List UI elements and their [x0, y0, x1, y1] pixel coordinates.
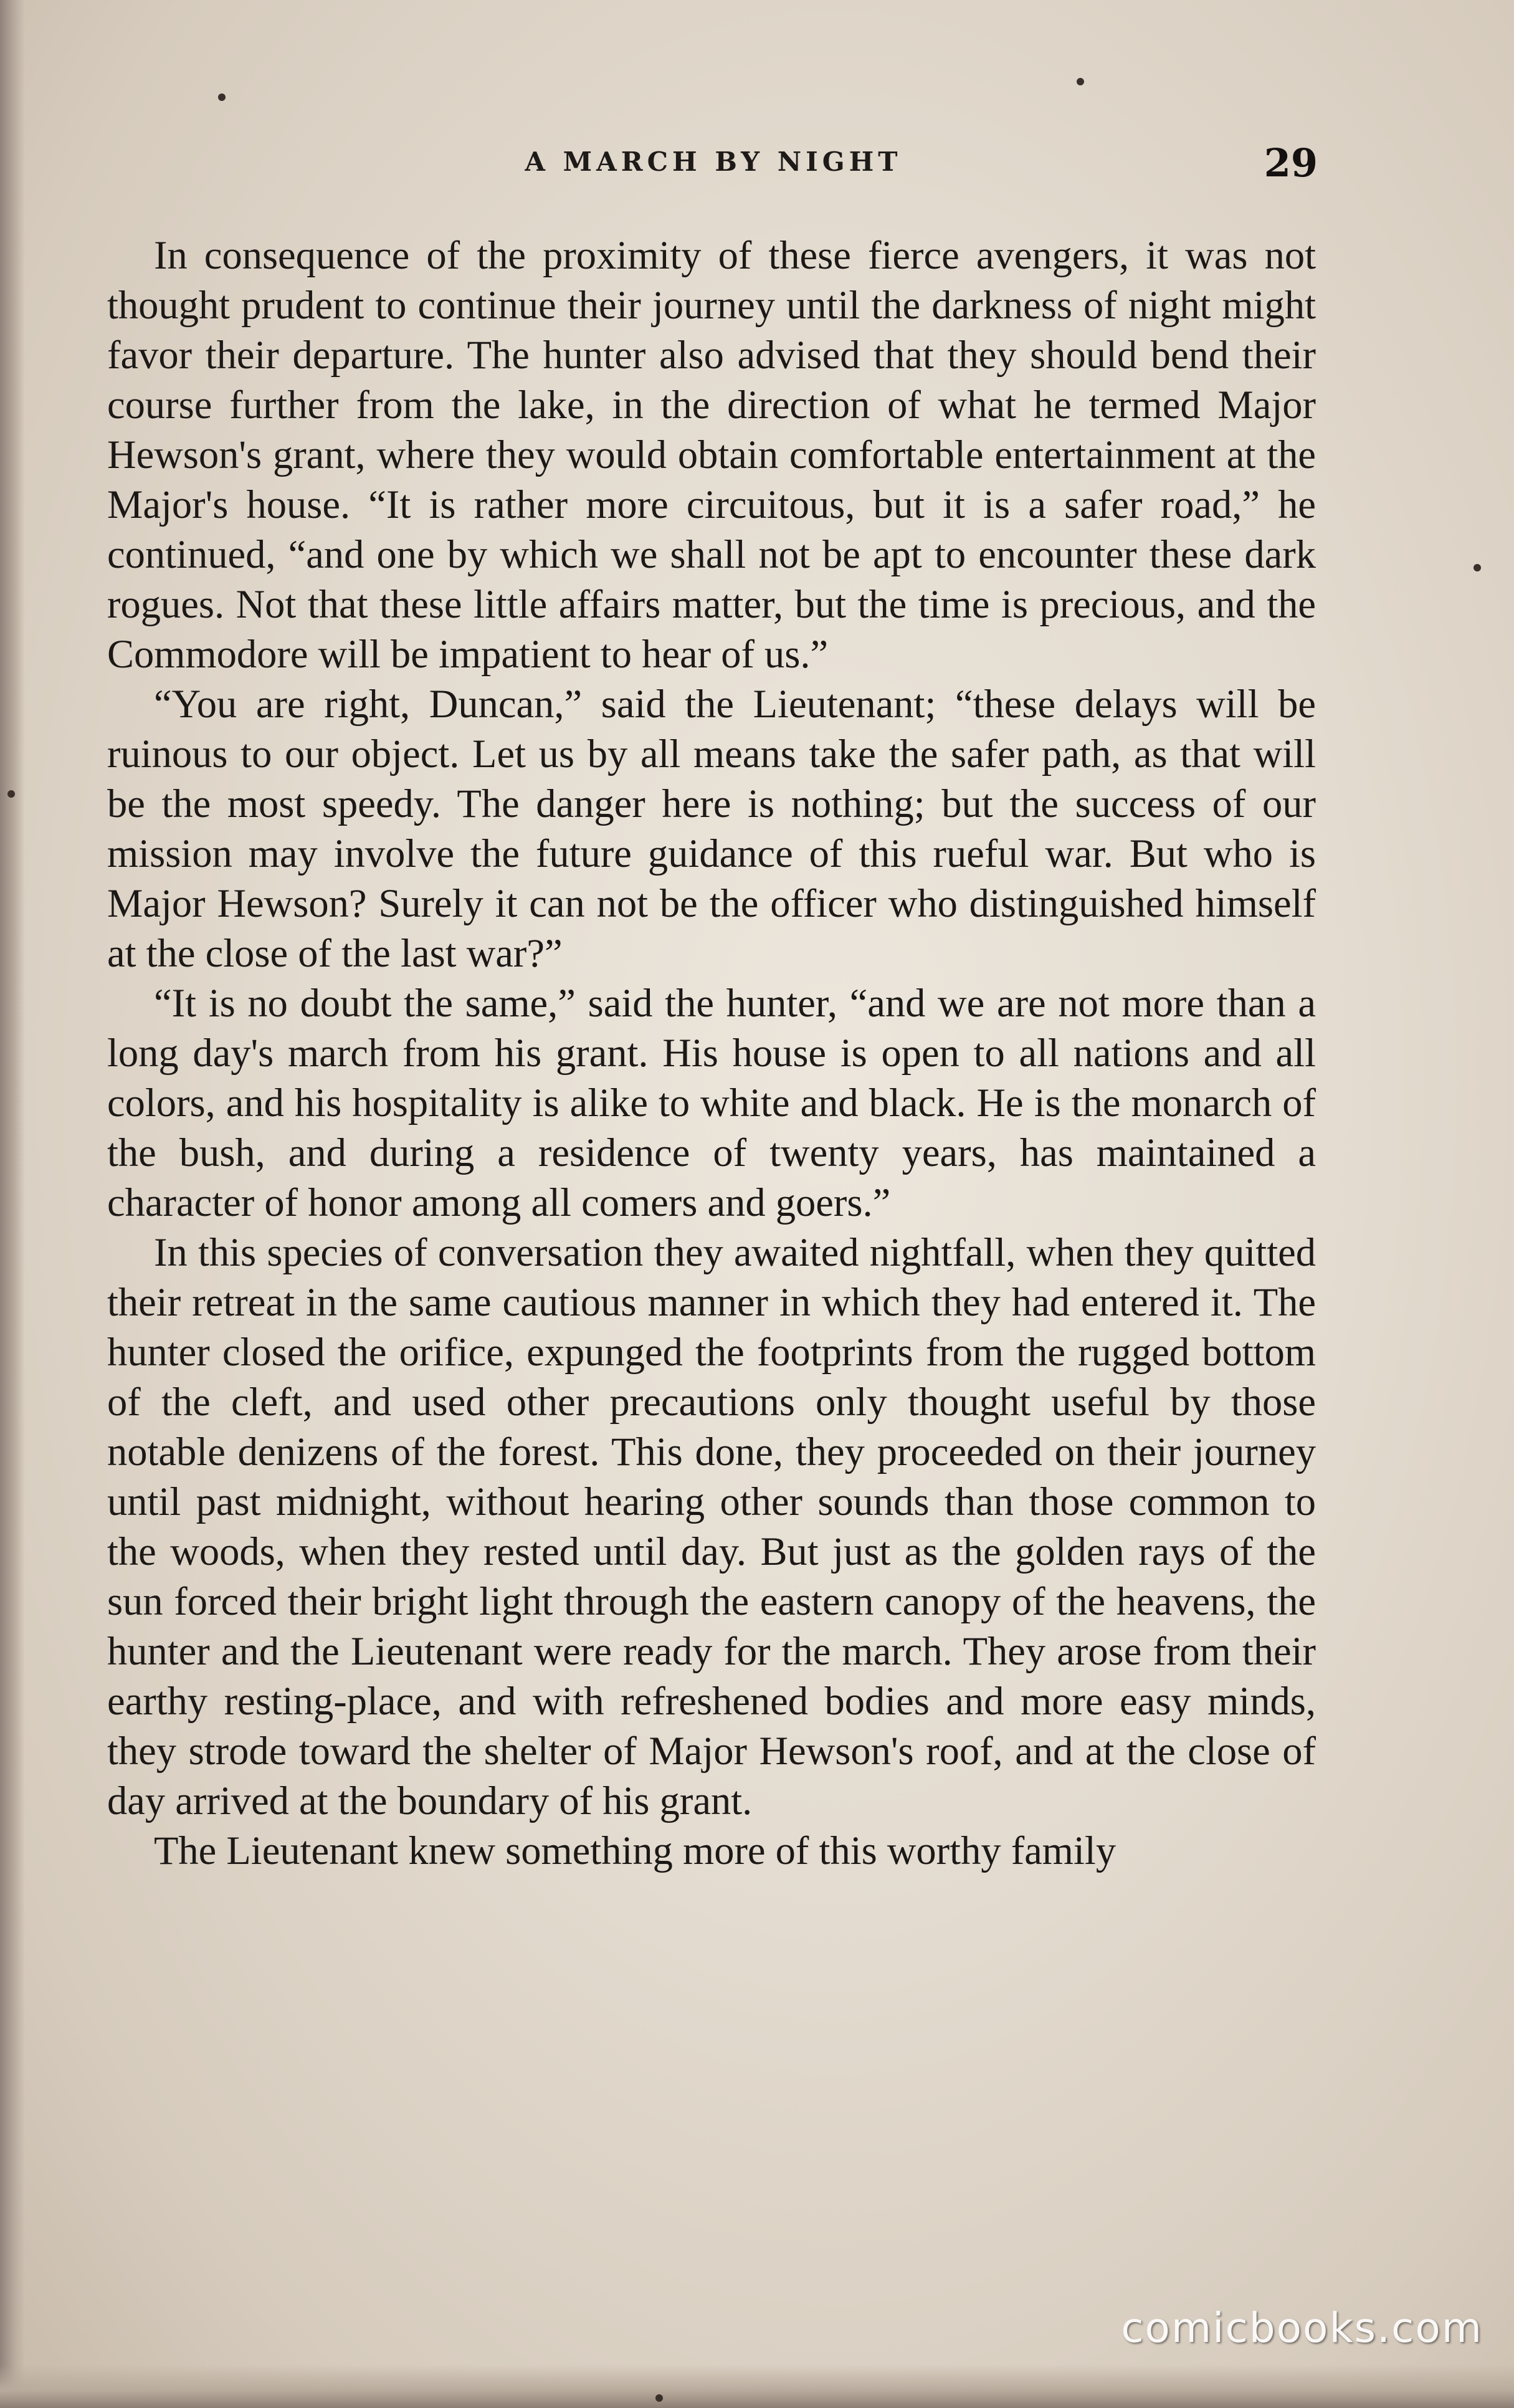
paragraph: In this species of conversation they awaited nightfall, when they quitted their retreat in the same cautious manner in which they had entered it. The hunter closed the orifice, expunged the footprints from the rugged bottom of the cleft, and used other precautions only thought useful by those notable denizens of the forest. This done, they proceeded on their journey until past midnight, without hearing other sounds than those common to the woods, when they rested until day. But just as the golden rays of the sun forced their bright light through the eastern canopy of the heavens, the hunter and the Lieutenant were ready for the march. They arose from their earthy resting-place, and with refreshened bodies and more easy minds, they strode toward the shelter of Major Hewson's roof, and at the close of day arrived at the boundary of his grant. — [107, 1230, 1316, 1823]
site-watermark: comicbooks.com — [1121, 2304, 1483, 2352]
paragraph: “It is no doubt the same,” said the hunter, “and we are not more than a long day's march from his grant. His house is open to all nations and all colors, and his hospitality is alike to white and black. He is the monarch of the bush, and during a residence of twenty years, has maintained a character of honor among all comers and goers.” — [107, 981, 1316, 1225]
paragraph: The Lieutenant knew something more of this worthy family — [154, 1828, 1116, 1873]
ink-speck — [655, 2394, 663, 2402]
ink-speck — [7, 790, 15, 798]
page-number: 29 — [1264, 140, 1318, 186]
running-title: A MARCH BY NIGHT — [525, 146, 902, 177]
page-bottom-shadow — [0, 2364, 1514, 2408]
page-gutter-shadow — [0, 0, 25, 2408]
body-text — [107, 231, 1316, 1876]
ink-speck — [218, 93, 226, 101]
page-header — [109, 140, 1318, 190]
paragraph: “You are right, Duncan,” said the Lieutenant; “these delays will be ruinous to our object. Let us by all means take the safer path, as that will be the most speedy. The danger here is nothing; but the success of our mission may involve the future guidance of this rueful war. But who is Major Hewson? Surely it can not be the officer who distinguished himself at the close of the last war?” — [107, 682, 1316, 975]
paragraph: In consequence of the proximity of these fierce avengers, it was not thought prudent to continue their journey until the darkness of night might favor their departure. The hunter also advised that they should bend their course further from the lake, in the direction of what he termed Major Hewson's grant, where they would obtain comfortable entertainment at the Major's house. “It is rather more circuitous, but it is a safer road,” he continued, “and one by which we shall not be apt to encounter these dark rogues. Not that these little affairs matter, but the time is precious, and the Commodore will be impatient to hear of us.” — [107, 233, 1316, 676]
ink-speck — [1474, 564, 1481, 571]
ink-speck — [1077, 78, 1084, 85]
